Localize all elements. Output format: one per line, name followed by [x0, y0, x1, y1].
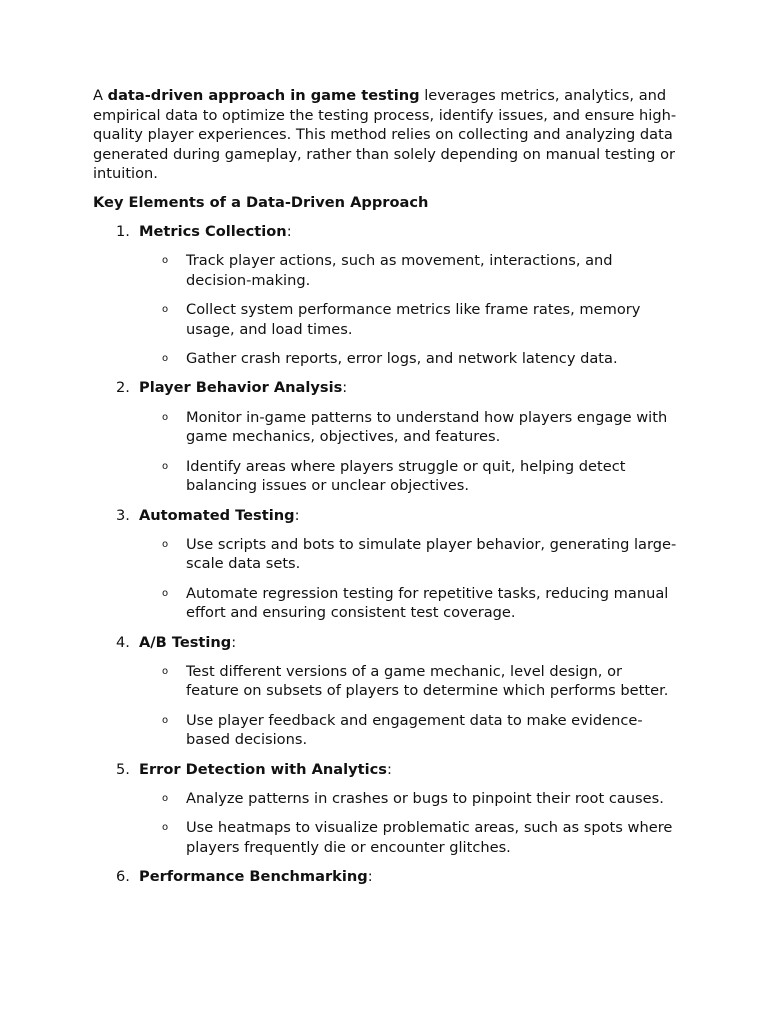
circle-bullet-icon: o: [162, 665, 169, 677]
list-item-title: [0, 378, 768, 398]
sub-list-item: [0, 300, 768, 339]
circle-bullet-icon: o: [162, 822, 169, 834]
intro-body: leverages metrics, analytics, and empirical data to optimize the testing process, identify issues, and ensure high-quality player experiences. This method relies on collecting and analyzing data generated during gameplay, rather than solely depending on manual testing or intuition.: [93, 87, 677, 183]
list-item-title: [0, 506, 768, 526]
circle-bullet-icon: o: [162, 460, 169, 472]
circle-bullet-icon: o: [162, 353, 169, 365]
list-item-colon: :: [386, 760, 392, 778]
list-item: [0, 633, 768, 750]
list-item-bold-title: Player Behavior Analysis: [139, 379, 343, 397]
circle-bullet-icon: o: [162, 792, 169, 804]
circle-bullet-icon: o: [162, 255, 169, 267]
intro-prefix: A: [93, 87, 108, 104]
list-item-bold-title: Performance Benchmarking: [139, 868, 368, 886]
sub-list-item-text: Use player feedback and engagement data to make evidence-based decisions.: [186, 711, 643, 749]
list-item-title: [0, 867, 768, 887]
sub-list-item: [0, 711, 768, 750]
list-item-number: 2.: [116, 379, 130, 397]
sub-list-item: [0, 408, 768, 447]
list-item-colon: :: [231, 633, 237, 651]
list-item-bold-title: Automated Testing: [139, 506, 295, 524]
list-item-number: 1.: [116, 223, 130, 240]
sub-list-item-text: Use heatmaps to visualize problematic areas, such as spots where players frequently die or encounter glitches.: [186, 819, 673, 856]
list-item-colon: :: [286, 223, 292, 240]
list-item: [0, 222, 768, 369]
sub-list: [0, 535, 768, 623]
sub-list-item: [0, 584, 768, 623]
intro-bold-term: data-driven approach in game testing: [107, 87, 420, 104]
list-item-title: [0, 222, 768, 242]
circle-bullet-icon: o: [162, 538, 169, 550]
sub-list-item-text: Identify areas where players struggle or quit, helping detect balancing issues or unclear objectives.: [186, 457, 626, 495]
list-item-title: [0, 760, 768, 780]
sub-list: [0, 251, 768, 369]
sub-list-item: [0, 818, 768, 857]
list-item-bold-title: Error Detection with Analytics: [139, 760, 387, 778]
circle-bullet-icon: o: [162, 587, 169, 599]
sub-list: [0, 408, 768, 496]
sub-list-item-text: Track player actions, such as movement, interactions, and decision-making.: [186, 252, 613, 289]
list-item-number: 4.: [116, 633, 130, 651]
sub-list-item-text: Automate regression testing for repetitive tasks, reducing manual effort and ensuring consistent test coverage.: [186, 584, 669, 622]
list-item: [0, 506, 768, 623]
sub-list-item: [0, 789, 768, 809]
sub-list-item: [0, 662, 768, 701]
sub-list: [0, 789, 768, 858]
list-item-colon: :: [367, 868, 373, 886]
list-item: [0, 378, 768, 495]
sub-list: [0, 662, 768, 750]
list-item-bold-title: Metrics Collection: [139, 223, 287, 240]
sub-list-item-text: Test different versions of a game mechanic, level design, or feature on subsets of players to determine which performs better.: [186, 662, 669, 700]
sub-list-item-text: Collect system performance metrics like frame rates, memory usage, and load times.: [186, 301, 641, 338]
key-elements-list: [0, 222, 768, 896]
list-item-number: 5.: [116, 760, 130, 778]
list-item: [0, 867, 768, 887]
list-item-number: 6.: [116, 868, 130, 886]
sub-list-item: [0, 457, 768, 496]
list-item-colon: :: [342, 379, 348, 397]
list-item-title: [0, 633, 768, 653]
sub-list-item: [0, 251, 768, 290]
circle-bullet-icon: o: [162, 304, 169, 316]
intro-paragraph: [93, 86, 683, 184]
sub-list-item-text: Monitor in-game patterns to understand how players engage with game mechanics, objectives, and features.: [186, 408, 668, 446]
sub-list-item-text: Use scripts and bots to simulate player behavior, generating large-scale data sets.: [186, 535, 677, 573]
list-item-colon: :: [294, 506, 300, 524]
sub-list-item: [0, 535, 768, 574]
list-item: [0, 760, 768, 858]
section-heading: Key Elements of a Data-Driven Approach: [93, 194, 429, 211]
sub-list-item: [0, 349, 768, 369]
sub-list-item-text: Gather crash reports, error logs, and network latency data.: [186, 350, 618, 368]
list-item-number: 3.: [116, 506, 130, 524]
list-item-bold-title: A/B Testing: [139, 633, 232, 651]
circle-bullet-icon: o: [162, 714, 169, 726]
sub-list-item-text: Analyze patterns in crashes or bugs to pinpoint their root causes.: [186, 789, 664, 807]
circle-bullet-icon: o: [162, 411, 169, 423]
